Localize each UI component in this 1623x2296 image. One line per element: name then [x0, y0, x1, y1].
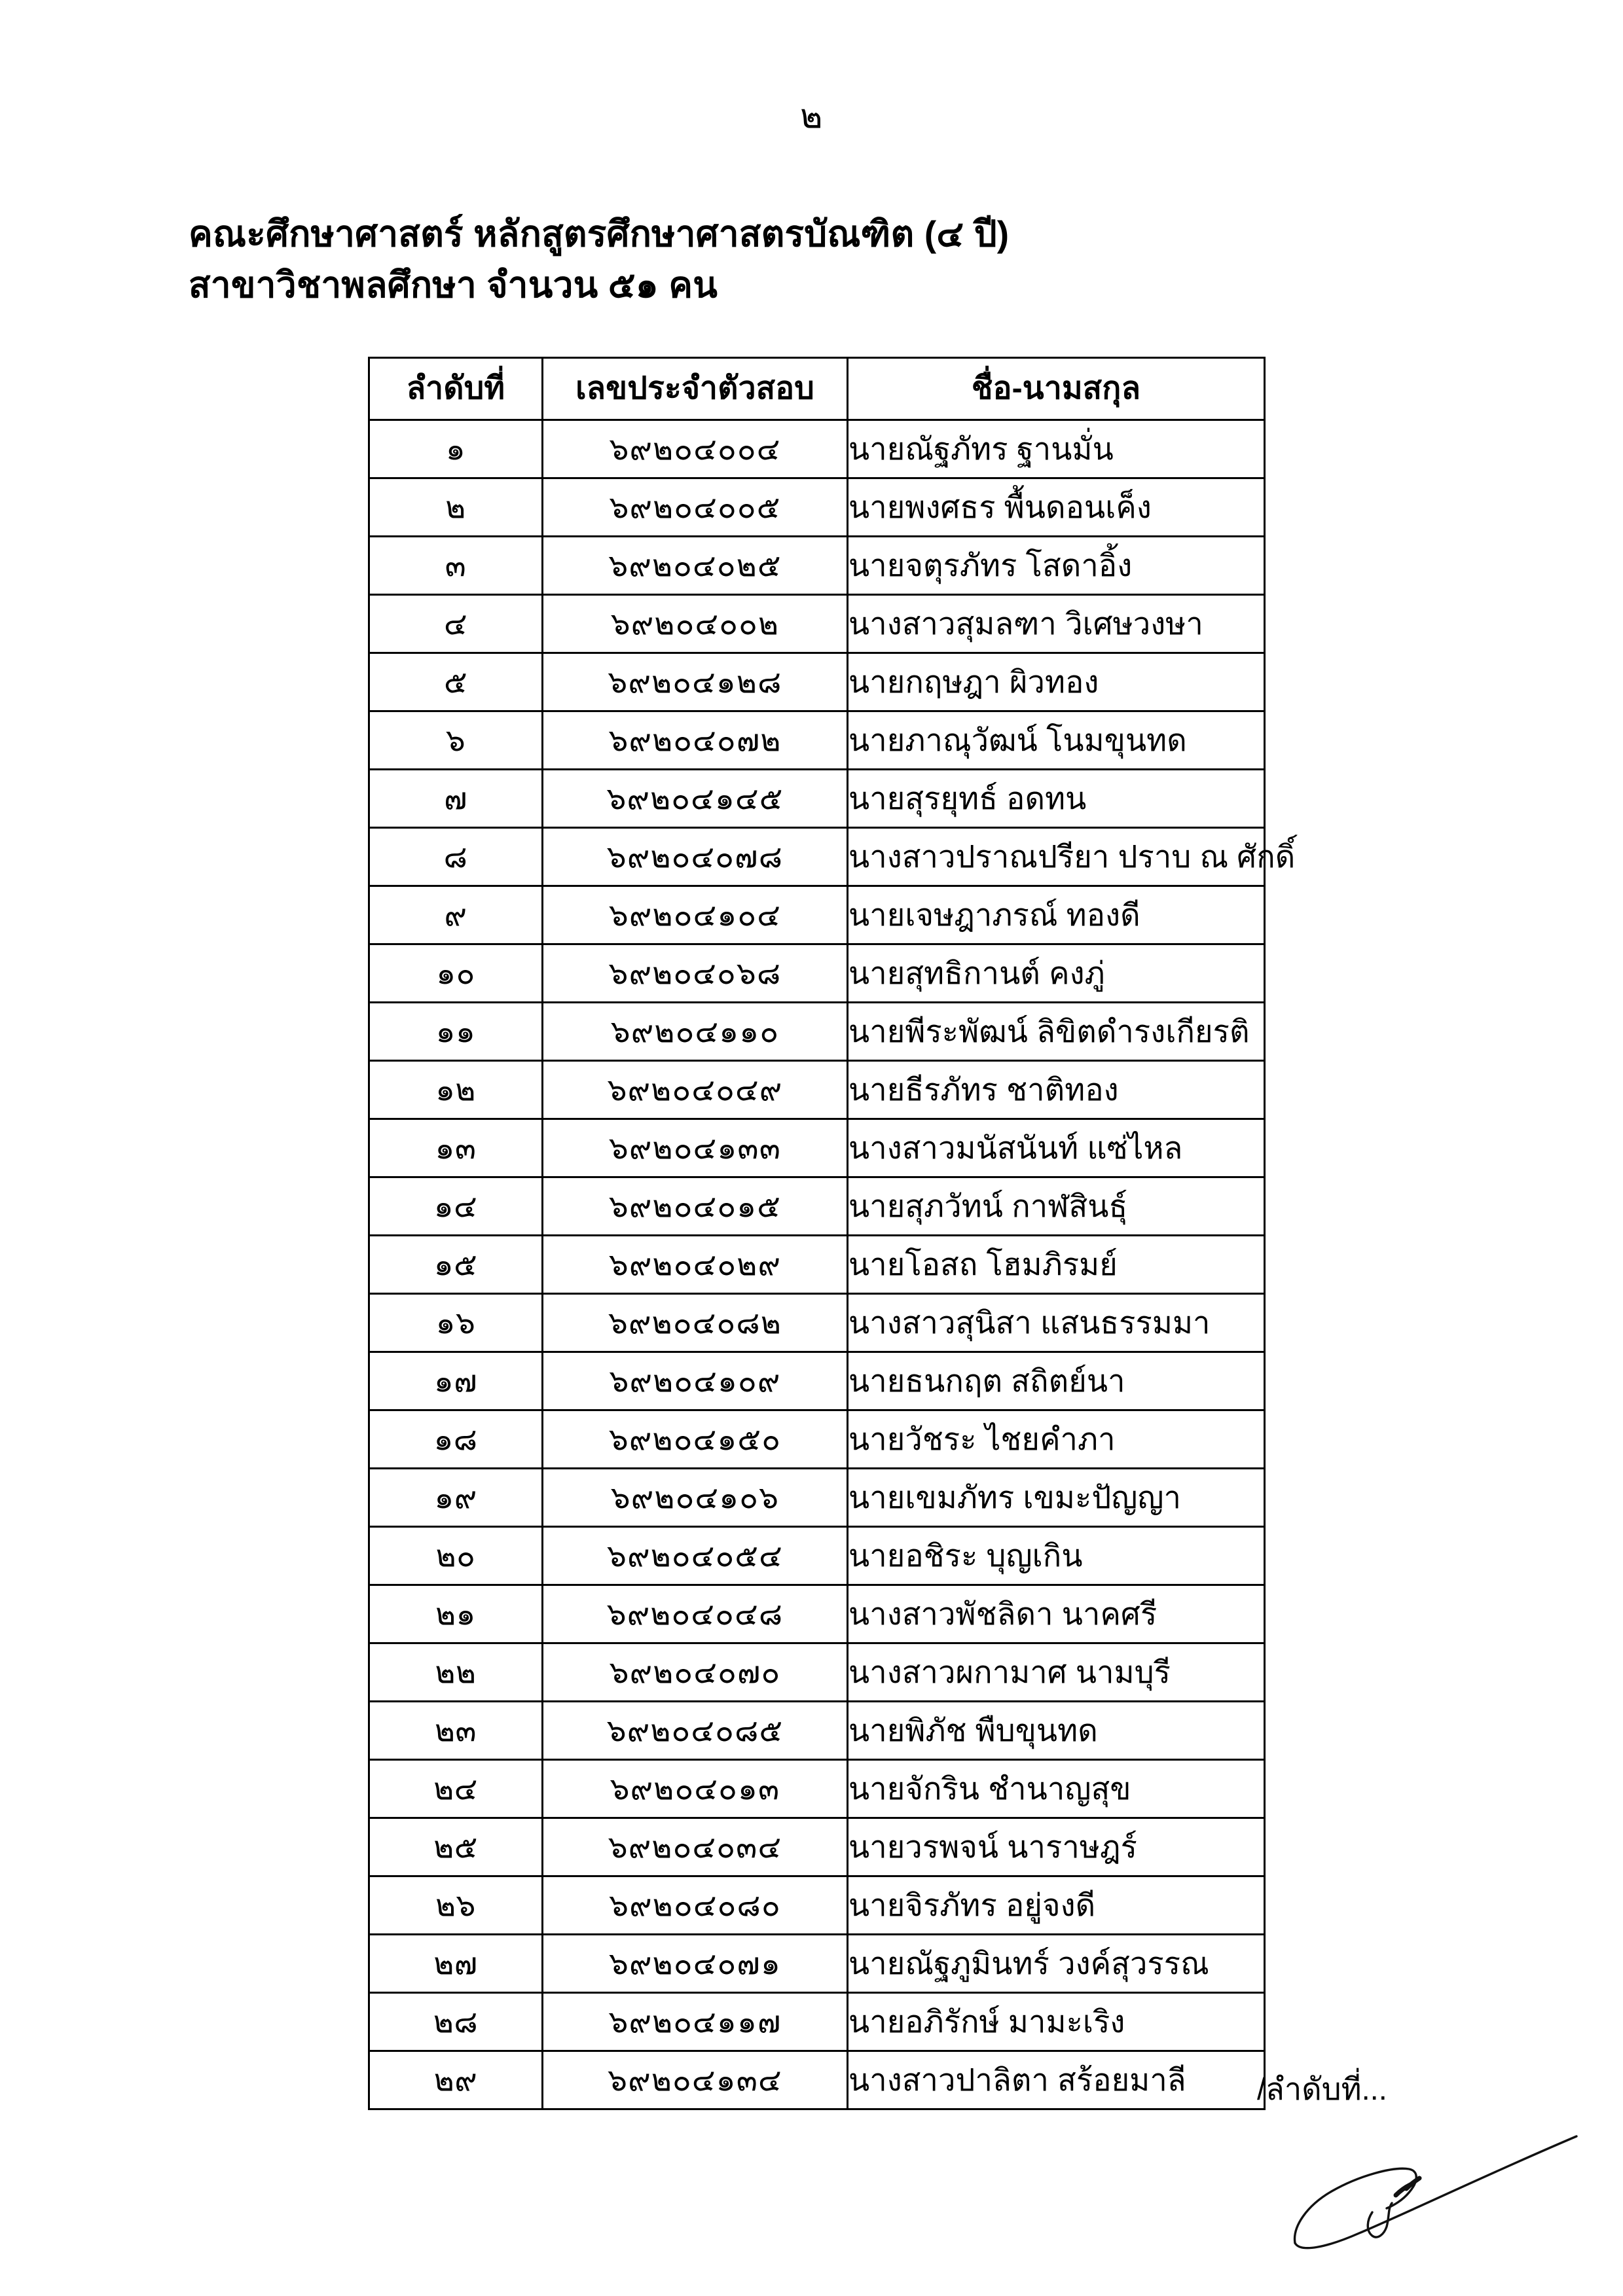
cell-code: ๖๙๒๐๔๐๐๔ — [543, 420, 848, 478]
cell-index: ๒๗ — [369, 1935, 543, 1993]
table-row — [369, 1294, 1265, 1352]
cell-name: นายภาณุวัฒน์ โนมขุนทด — [848, 711, 1265, 770]
cell-index: ๒๐ — [369, 1527, 543, 1585]
table-row — [369, 537, 1265, 595]
cell-code: ๖๙๒๐๔๐๘๐ — [543, 1876, 848, 1935]
cell-index: ๑๖ — [369, 1294, 543, 1352]
table-row — [369, 944, 1265, 1003]
cell-index: ๑๑ — [369, 1003, 543, 1061]
cell-index: ๑๕ — [369, 1236, 543, 1294]
cell-code: ๖๙๒๐๔๐๔๘ — [543, 1585, 848, 1643]
cell-name: นายสุภวัทน์ กาฬสินธุ์ — [848, 1177, 1265, 1236]
cell-index: ๙ — [369, 886, 543, 944]
cell-code: ๖๙๒๐๔๑๓๔ — [543, 2051, 848, 2109]
cell-code: ๖๙๒๐๔๑๔๕ — [543, 770, 848, 828]
cell-name: นายจักริน ชำนาญสุข — [848, 1760, 1265, 1818]
table-header-row — [369, 358, 1265, 420]
cell-code: ๖๙๒๐๔๑๐๖ — [543, 1469, 848, 1527]
continuation-note: /ลำดับที่... — [1257, 2072, 1387, 2106]
table-row — [369, 1993, 1265, 2051]
cell-index: ๑๙ — [369, 1469, 543, 1527]
table-row — [369, 1177, 1265, 1236]
cell-index: ๔ — [369, 595, 543, 653]
table-row — [369, 478, 1265, 537]
cell-name: นายวรพจน์ นาราษฎร์ — [848, 1818, 1265, 1876]
table-row — [369, 1527, 1265, 1585]
cell-name: นางสาวมนัสนันท์ แซ่ไหล — [848, 1119, 1265, 1177]
heading-faculty-program: คณะศึกษาศาสตร์ หลักสูตรศึกษาศาสตรบัณฑิต (๔ ปี) — [189, 213, 1010, 254]
table-row — [369, 886, 1265, 944]
table-row — [369, 1818, 1265, 1876]
cell-code: ๖๙๒๐๔๑๒๘ — [543, 653, 848, 711]
cell-code: ๖๙๒๐๔๑๑๐ — [543, 1003, 848, 1061]
cell-index: ๒๕ — [369, 1818, 543, 1876]
cell-code: ๖๙๒๐๔๐๘๕ — [543, 1702, 848, 1760]
cell-name: นายจิรภัทร อยู่จงดี — [848, 1876, 1265, 1935]
cell-code: ๖๙๒๐๔๐๑๓ — [543, 1760, 848, 1818]
cell-name: นายสุทธิกานต์ คงภู่ — [848, 944, 1265, 1003]
roster-table-container — [368, 357, 1296, 2110]
table-row — [369, 595, 1265, 653]
table-row — [369, 1702, 1265, 1760]
roster-table — [368, 357, 1296, 2110]
cell-index: ๑๐ — [369, 944, 543, 1003]
table-row — [369, 1876, 1265, 1935]
cell-code: ๖๙๒๐๔๐๗๘ — [543, 828, 848, 886]
cell-index: ๒๔ — [369, 1760, 543, 1818]
cell-index: ๓ — [369, 537, 543, 595]
cell-index: ๒๓ — [369, 1702, 543, 1760]
cell-code: ๖๙๒๐๔๐๓๔ — [543, 1818, 848, 1876]
table-row — [369, 420, 1265, 478]
cell-index: ๑๔ — [369, 1177, 543, 1236]
cell-name: นายพีระพัฒน์ ลิขิตดำรงเกียรติ — [848, 1003, 1265, 1061]
cell-index: ๑ — [369, 420, 543, 478]
table-row — [369, 1469, 1265, 1527]
cell-name: นายวัชระ ไชยคำภา — [848, 1410, 1265, 1469]
column-header-index: ลำดับที่ — [369, 358, 543, 420]
cell-name: นายจตุรภัทร โสดาอิ้ง — [848, 537, 1265, 595]
cell-name: นายเจษฎาภรณ์ ทองดี — [848, 886, 1265, 944]
cell-index: ๒๖ — [369, 1876, 543, 1935]
cell-code: ๖๙๒๐๔๑๑๗ — [543, 1993, 848, 2051]
cell-index: ๒๘ — [369, 1993, 543, 2051]
cell-index: ๑๘ — [369, 1410, 543, 1469]
heading-major-count: สาขาวิชาพลศึกษา จำนวน ๕๑ คน — [189, 264, 718, 306]
cell-code: ๖๙๒๐๔๐๗๒ — [543, 711, 848, 770]
cell-index: ๗ — [369, 770, 543, 828]
table-row — [369, 2051, 1265, 2109]
cell-index: ๒ — [369, 478, 543, 537]
cell-name: นางสาวปาลิตา สร้อยมาลี — [848, 2051, 1265, 2109]
cell-code: ๖๙๒๐๔๐๐๒ — [543, 595, 848, 653]
cell-name: นายพงศธร พื้นดอนเค็ง — [848, 478, 1265, 537]
cell-name: นายณัฐภัทร ฐานมั่น — [848, 420, 1265, 478]
cell-name: นายพิภัช พืบขุนทด — [848, 1702, 1265, 1760]
cell-name: นายกฤษฎา ผิวทอง — [848, 653, 1265, 711]
cell-code: ๖๙๒๐๔๐๑๕ — [543, 1177, 848, 1236]
table-body — [369, 420, 1296, 2109]
cell-code: ๖๙๒๐๔๐๕๔ — [543, 1527, 848, 1585]
handwritten-signature — [1281, 2135, 1582, 2286]
cell-code: ๖๙๒๐๔๐๔๙ — [543, 1061, 848, 1119]
cell-code: ๖๙๒๐๔๐๖๘ — [543, 944, 848, 1003]
table-row — [369, 1643, 1265, 1702]
cell-name: นายอชิระ บุญเกิน — [848, 1527, 1265, 1585]
cell-index: ๒๒ — [369, 1643, 543, 1702]
cell-index: ๒๑ — [369, 1585, 543, 1643]
cell-index: ๕ — [369, 653, 543, 711]
cell-name: นางสาวสุนิสา แสนธรรมมา — [848, 1294, 1265, 1352]
cell-code: ๖๙๒๐๔๐๗๐ — [543, 1643, 848, 1702]
column-header-name: ชื่อ-นามสกุล — [848, 358, 1265, 420]
cell-name: นางสาวปราณปรียา ปราบ ณ ศักดิ์ — [848, 828, 1265, 886]
cell-code: ๖๙๒๐๔๑๐๙ — [543, 1352, 848, 1410]
cell-code: ๖๙๒๐๔๐๒๙ — [543, 1236, 848, 1294]
table-row — [369, 828, 1265, 886]
table-row — [369, 1119, 1265, 1177]
cell-name: นายสุรยุทธ์ อดทน — [848, 770, 1265, 828]
table-row — [369, 711, 1265, 770]
table-row — [369, 1352, 1265, 1410]
cell-index: ๑๒ — [369, 1061, 543, 1119]
cell-code: ๖๙๒๐๔๑๕๐ — [543, 1410, 848, 1469]
cell-name: นายโอสถ โฮมภิรมย์ — [848, 1236, 1265, 1294]
cell-code: ๖๙๒๐๔๑๓๓ — [543, 1119, 848, 1177]
cell-name: นางสาวผกามาศ นามบุรี — [848, 1643, 1265, 1702]
table-row — [369, 1585, 1265, 1643]
table-row — [369, 1003, 1265, 1061]
table-row — [369, 1760, 1265, 1818]
cell-index: ๑๓ — [369, 1119, 543, 1177]
document-heading — [189, 208, 1432, 310]
cell-code: ๖๙๒๐๔๐๐๕ — [543, 478, 848, 537]
cell-index: ๖ — [369, 711, 543, 770]
cell-name: นายเขมภัทร เขมะปัญญา — [848, 1469, 1265, 1527]
page-number: ๒ — [800, 98, 823, 135]
table-row — [369, 1061, 1265, 1119]
table-row — [369, 653, 1265, 711]
cell-code: ๖๙๒๐๔๐๗๑ — [543, 1935, 848, 1993]
cell-name: นางสาวสุมลฑา วิเศษวงษา — [848, 595, 1265, 653]
cell-name: นายธนกฤต สถิตย์นา — [848, 1352, 1265, 1410]
cell-index: ๑๗ — [369, 1352, 543, 1410]
table-header — [369, 358, 1265, 420]
cell-code: ๖๙๒๐๔๐๘๒ — [543, 1294, 848, 1352]
table-row — [369, 1236, 1265, 1294]
cell-name: นายธีรภัทร ชาติทอง — [848, 1061, 1265, 1119]
cell-code: ๖๙๒๐๔๑๐๔ — [543, 886, 848, 944]
cell-name: นางสาวพัชลิดา นาคศรี — [848, 1585, 1265, 1643]
cell-code: ๖๙๒๐๔๐๒๕ — [543, 537, 848, 595]
table-row — [369, 1410, 1265, 1469]
cell-name: นายอภิรักษ์ มามะเริง — [848, 1993, 1265, 2051]
column-header-exam-code: เลขประจำตัวสอบ — [543, 358, 848, 420]
cell-index: ๘ — [369, 828, 543, 886]
cell-index: ๒๙ — [369, 2051, 543, 2109]
table-row — [369, 1935, 1265, 1993]
cell-name: นายณัฐภูมินทร์ วงค์สุวรรณ — [848, 1935, 1265, 1993]
table-row — [369, 770, 1265, 828]
